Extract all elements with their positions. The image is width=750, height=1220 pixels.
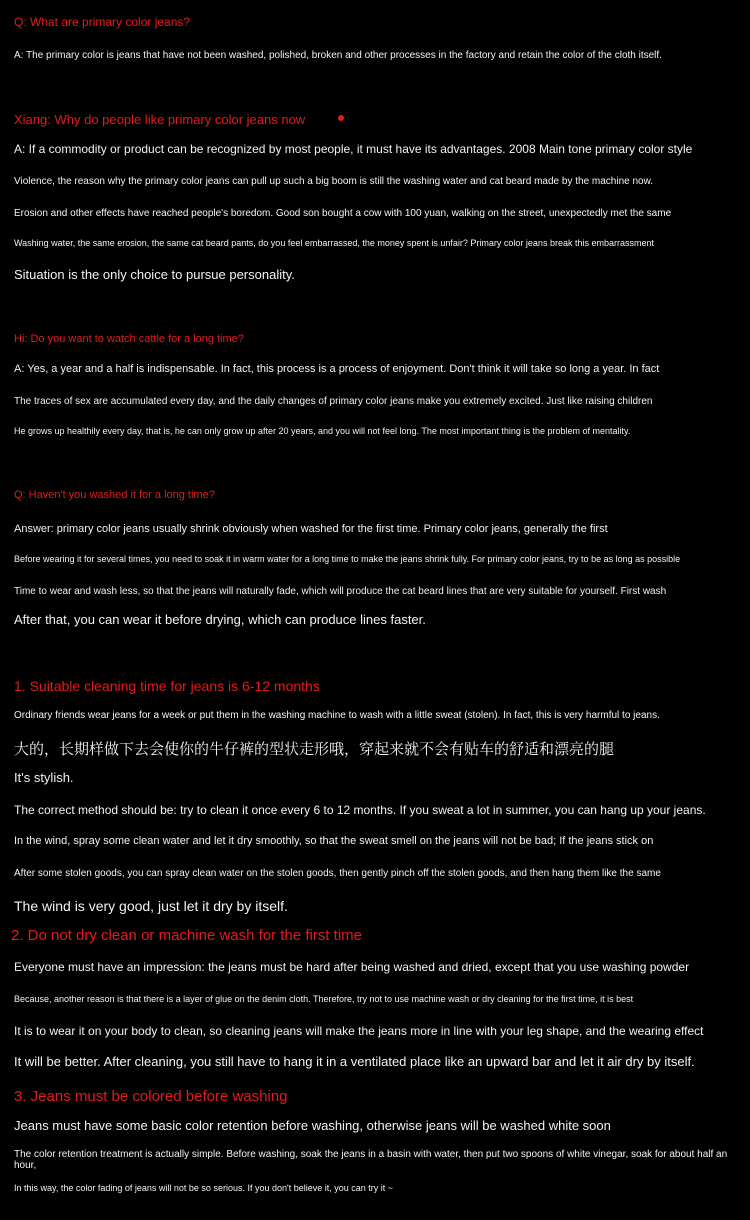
answer-primary-color: A: The primary color is jeans that have not been washed, polished, broken and other processes in the factory and retain the color of the cloth itself.: [14, 50, 662, 61]
cleaning-time-cjk-line: 大的，长期样做下去会使你的牛仔裤的型状走形哦，穿起来就不会有贴车的舒适和漂亮的腿: [14, 740, 615, 758]
cleaning-time-line-6: The wind is very good, just let it dry by itself.: [14, 898, 288, 914]
answer-how-long-line-1: A: Yes, a year and a half is indispensable. In fact, this process is a process of enjoyment. Don't think it will take so long a year. In fact: [14, 363, 660, 375]
answer-how-long-line-2: The traces of sex are accumulated every day, and the daily changes of primary color jeans make you extremely excited. Just like raising children: [14, 396, 653, 407]
question-primary-color: Q: What are primary color jeans?: [14, 15, 191, 29]
no-dry-clean-line-4: It will be better. After cleaning, you still have to hang it in a ventilated place like an upward bar and let it air dry by itself.: [14, 1054, 695, 1069]
no-dry-clean-line-2: Because, another reason is that there is a layer of glue on the denim cloth. Therefore, try not to use machine wash or dry cleaning for the first time, it is best: [14, 994, 634, 1004]
answer-how-long-line-3: He grows up healthily every day, that is, he can only grow up after 20 years, and you will not feel long. The most important thing is the problem of mentality.: [14, 426, 631, 436]
cleaning-time-line-1: Ordinary friends wear jeans for a week or put them in the washing machine to wash with a little sweat (stolen). In fact, this is very harmful to jeans.: [14, 710, 660, 721]
answer-why-like-line-5: Situation is the only choice to pursue personality.: [14, 267, 295, 282]
answer-why-like-line-2: Violence, the reason why the primary color jeans can pull up such a big boom is still the washing water and cat beard made by the machine now.: [14, 176, 654, 187]
heading-color-before-washing: 3. Jeans must be colored before washing: [14, 1088, 288, 1105]
answer-not-washed-line-3: Time to wear and wash less, so that the jeans will naturally fade, which will produce the cat beard lines that are very suitable for yourself. First wash: [14, 586, 667, 597]
answer-not-washed-line-4: After that, you can wear it before drying, which can produce lines faster.: [14, 612, 426, 627]
answer-not-washed-line-2: Before wearing it for several times, you need to soak it in warm water for a long time to make the jeans shrink fully. For primary color jeans, try to be as long as possible: [14, 554, 681, 564]
heading-cleaning-time: 1. Suitable cleaning time for jeans is 6-12 months: [14, 678, 320, 694]
answer-why-like-line-1: A: If a commodity or product can be recognized by most people, it must have its advantages. 2008 Main tone primary color style: [14, 142, 693, 156]
no-dry-clean-line-1: Everyone must have an impression: the jeans must be hard after being washed and dried, except that you use washing powder: [14, 960, 690, 974]
no-dry-clean-line-3: It is to wear it on your body to clean, so cleaning jeans will make the jeans more in line with your leg shape, and the wearing effect: [14, 1024, 704, 1038]
color-before-washing-line-2: The color retention treatment is actually simple. Before washing, soak the jeans in a basin with water, then put two spoons of white vinegar, soak for about half an hour,: [14, 1149, 728, 1171]
cleaning-time-line-5: After some stolen goods, you can spray clean water on the stolen goods, then gently pinch off the stolen goods, and then hang them like the same: [14, 868, 661, 879]
question-how-long: Hi: Do you want to watch cattle for a long time?: [14, 333, 244, 345]
question-not-washed: Q: Haven't you washed it for a long time?: [14, 489, 215, 501]
cleaning-time-line-3: The correct method should be: try to clean it once every 6 to 12 months. If you sweat a lot in summer, you can hang up your jeans.: [14, 803, 706, 817]
red-dot-mark: [338, 115, 344, 121]
answer-not-washed-line-1: Answer: primary color jeans usually shrink obviously when washed for the first time. Primary color jeans, generally the first: [14, 523, 608, 535]
color-before-washing-line-3: In this way, the color fading of jeans will not be so serious. If you don't believe it, you can try it ~: [14, 1183, 394, 1193]
color-before-washing-line-1: Jeans must have some basic color retention before washing, otherwise jeans will be washed white soon: [14, 1118, 611, 1133]
heading-no-dry-clean: 2. Do not dry clean or machine wash for the first time: [11, 927, 362, 944]
answer-why-like-line-4: Washing water, the same erosion, the same cat beard pants, do you feel embarrassed, the money spent is unfair? Primary color jeans break this embarrassment: [14, 238, 654, 248]
question-why-like: Xiang: Why do people like primary color jeans now: [14, 112, 306, 127]
cleaning-time-line-2: It's stylish.: [14, 770, 74, 785]
cleaning-time-line-4: In the wind, spray some clean water and let it dry smoothly, so that the sweat smell on the jeans will not be bad; If the jeans stick on: [14, 835, 654, 847]
answer-why-like-line-3: Erosion and other effects have reached people's boredom. Good son bought a cow with 100 yuan, walking on the street, unexpectedly met the same: [14, 208, 672, 219]
